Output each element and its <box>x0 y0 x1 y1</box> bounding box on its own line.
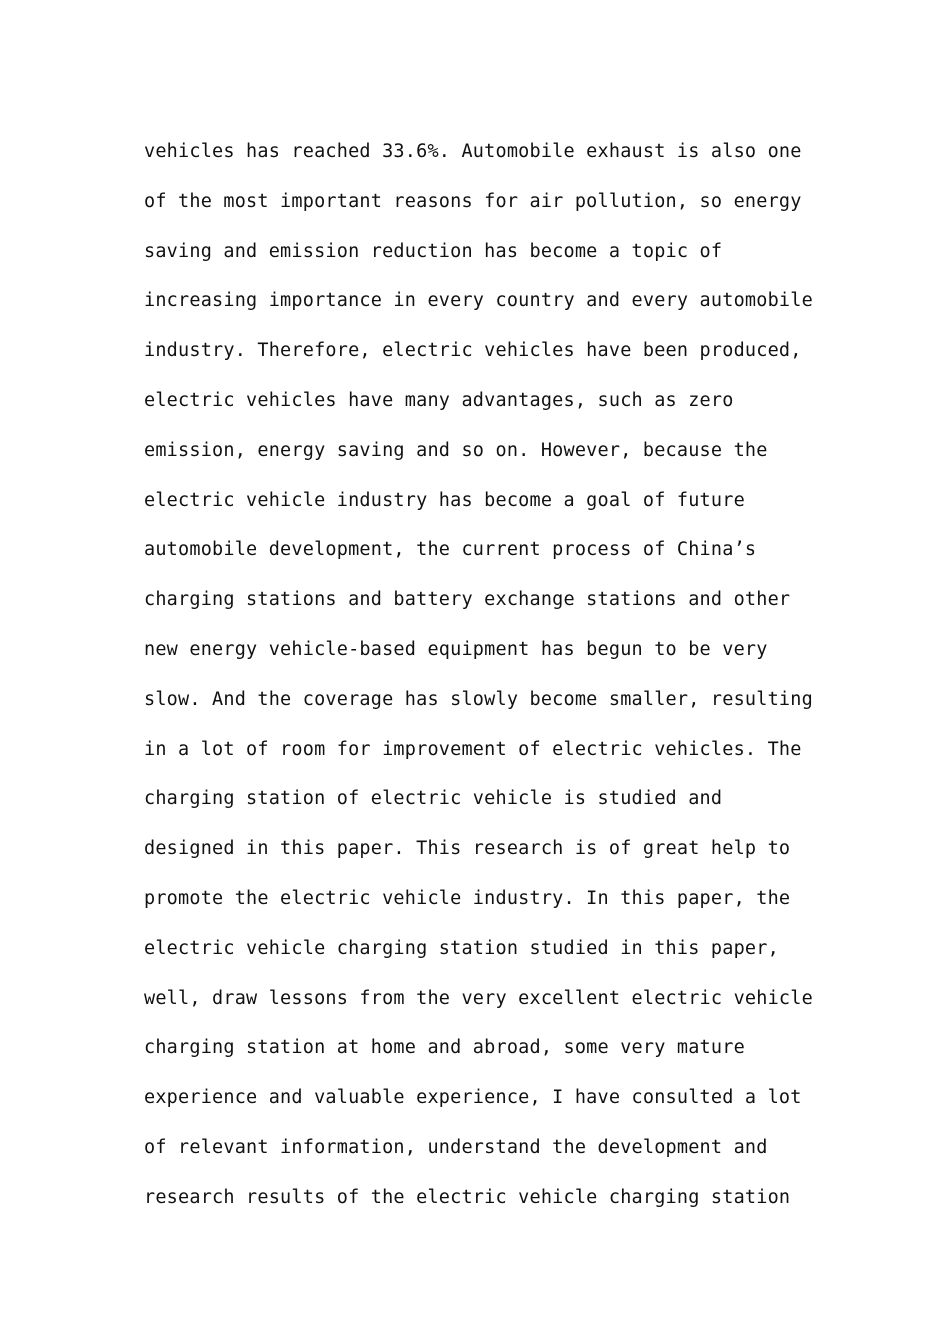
text-line: charging station at home and abroad, some very mature <box>144 1037 745 1059</box>
text-line: new energy vehicle-based equipment has begun to be very <box>144 638 768 660</box>
text-line: increasing importance in every country and every automobile <box>144 290 813 312</box>
text-line: promote the electric vehicle industry. In this paper, the <box>144 887 791 909</box>
text-line: automobile development, the current process of China’s <box>144 539 757 561</box>
text-line: in a lot of room for improvement of electric vehicles. The <box>144 738 802 760</box>
text-line: vehicles has reached 33.6%. Automobile exhaust is also one <box>144 141 802 162</box>
text-line: experience and valuable experience, I have consulted a lot <box>144 1087 802 1109</box>
text-line: designed in this paper. This research is of great help to <box>144 838 791 860</box>
text-line: electric vehicle industry has become a goal of future <box>144 489 745 511</box>
text-line: charging stations and battery exchange stations and other <box>144 589 791 611</box>
text-line: well, draw lessons from the very excellent electric vehicle <box>144 987 813 1009</box>
text-line: saving and emission reduction has become a topic of <box>144 240 723 262</box>
text-line: industry. Therefore, electric vehicles have been produced, <box>144 340 802 362</box>
text-line: electric vehicle charging station studied in this paper, <box>144 937 779 959</box>
text-line: emission, energy saving and so on. However, because the <box>144 439 768 461</box>
text-line: charging station of electric vehicle is studied and <box>144 788 723 810</box>
text-line: electric vehicles have many advantages, such as zero <box>144 389 734 411</box>
text-line: research results of the electric vehicle charging station <box>144 1186 791 1208</box>
text-line: of the most important reasons for air pollution, so energy <box>144 190 802 212</box>
body-paragraph <box>144 137 824 1233</box>
text-line: slow. And the coverage has slowly become smaller, resulting <box>144 688 813 710</box>
text-line: of relevant information, understand the development and <box>144 1136 768 1158</box>
